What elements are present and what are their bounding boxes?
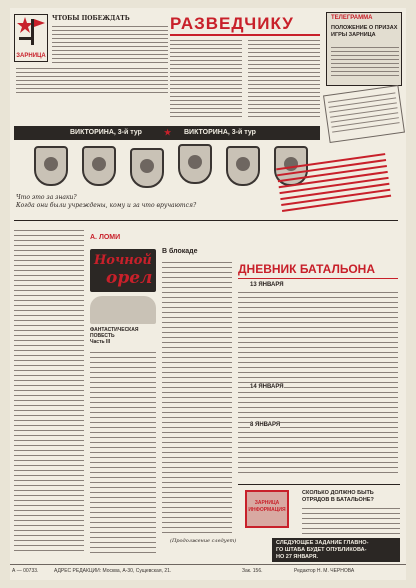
next-task-line-3: НО 27 ЯНВАРЯ.: [276, 554, 319, 560]
telegram-note: [323, 85, 405, 143]
story-title: [90, 249, 156, 292]
telegram-label: ТЕЛЕГРАММА: [331, 15, 373, 21]
quiz-question-1: Что это за знаки?: [16, 194, 77, 201]
telegram-box: [326, 12, 402, 86]
story-column-1: [14, 226, 84, 560]
story-title-line-1: Ночной: [94, 253, 152, 268]
story-subtitle: ФАНТАСТИЧЕСКАЯ ПОВЕСТЬ: [90, 327, 139, 339]
medal-5: [226, 146, 260, 186]
info-box: [238, 488, 296, 536]
medal-3: [130, 148, 164, 188]
medal-1: [34, 146, 68, 186]
story-title-line-2: орел: [106, 268, 153, 288]
story-column-3: [162, 258, 232, 548]
star-separator-icon: ★: [164, 128, 172, 137]
diary-date-1: 13 ЯНВАРЯ: [250, 282, 284, 288]
story-author: А. ЛОМИ: [90, 234, 121, 241]
story-header: [90, 226, 156, 346]
story-continued: (Продолжение следует): [170, 538, 237, 544]
footer: [10, 564, 406, 580]
quiz-question-2: Когда они были учреждены, кому и за что вручаются?: [16, 202, 197, 209]
diary-date-2: 14 ЯНВАРЯ: [250, 384, 284, 390]
zarnitsa-emblem: [14, 14, 48, 62]
diary-title: ДНЕВНИК БАТАЛЬОНА: [238, 262, 376, 276]
medal-2: [82, 146, 116, 186]
newspaper-page: [10, 8, 406, 580]
diary-date-3: 8 ЯНВАРЯ: [250, 422, 281, 428]
next-task-box: [272, 538, 400, 562]
quiz-banner: [14, 126, 320, 140]
star-icon: [15, 15, 47, 49]
next-task-line-2: ГО ШТАБА БУДЕТ ОПУБЛИКОВА-: [276, 547, 367, 553]
emblem-label: ЗАРНИЦА: [16, 53, 46, 59]
footer-editor: Редактор Н. М. ЧЕРНОВА: [294, 568, 355, 574]
story-part: Часть III: [90, 339, 111, 345]
page-title: РАЗВЕДЧИКУ: [170, 14, 294, 33]
info-label: ЗАРНИЦА ИНФОРМАЦИЯ: [248, 500, 286, 513]
next-task-line-1: СЛЕДУЮЩЕЕ ЗАДАНИЕ ГЛАВНО-: [276, 540, 369, 546]
footer-address: АДРЕС РЕДАКЦИИ: Москва, А-30, Сущевская, 21.: [54, 568, 172, 574]
story-section-title: В блокаде: [162, 248, 198, 255]
footer-index: А — 00733.: [12, 568, 39, 574]
quiz-banner-right: ВИКТОРИНА, 3-й тур: [184, 129, 256, 136]
info-emblem: [245, 490, 289, 528]
footer-order: Зак. 156.: [242, 568, 263, 574]
medal-4: [178, 144, 212, 184]
intro-fragment: ЧТОБЫ ПОБЕЖДАТЬ: [52, 15, 130, 22]
telegram-text: ПОЛОЖЕНИЕ О ПРИЗАХ ИГРЫ ЗАРНИЦА: [331, 25, 398, 38]
red-rotated-notice: [276, 148, 401, 235]
info-box-title: СКОЛЬКО ДОЛЖНО БЫТЬ ОТРЯДОВ В БАТАЛЬОНЕ?: [302, 490, 374, 503]
quiz-banner-left: ВИКТОРИНА, 3-й тур: [70, 129, 142, 136]
owl-illustration: [90, 296, 156, 324]
